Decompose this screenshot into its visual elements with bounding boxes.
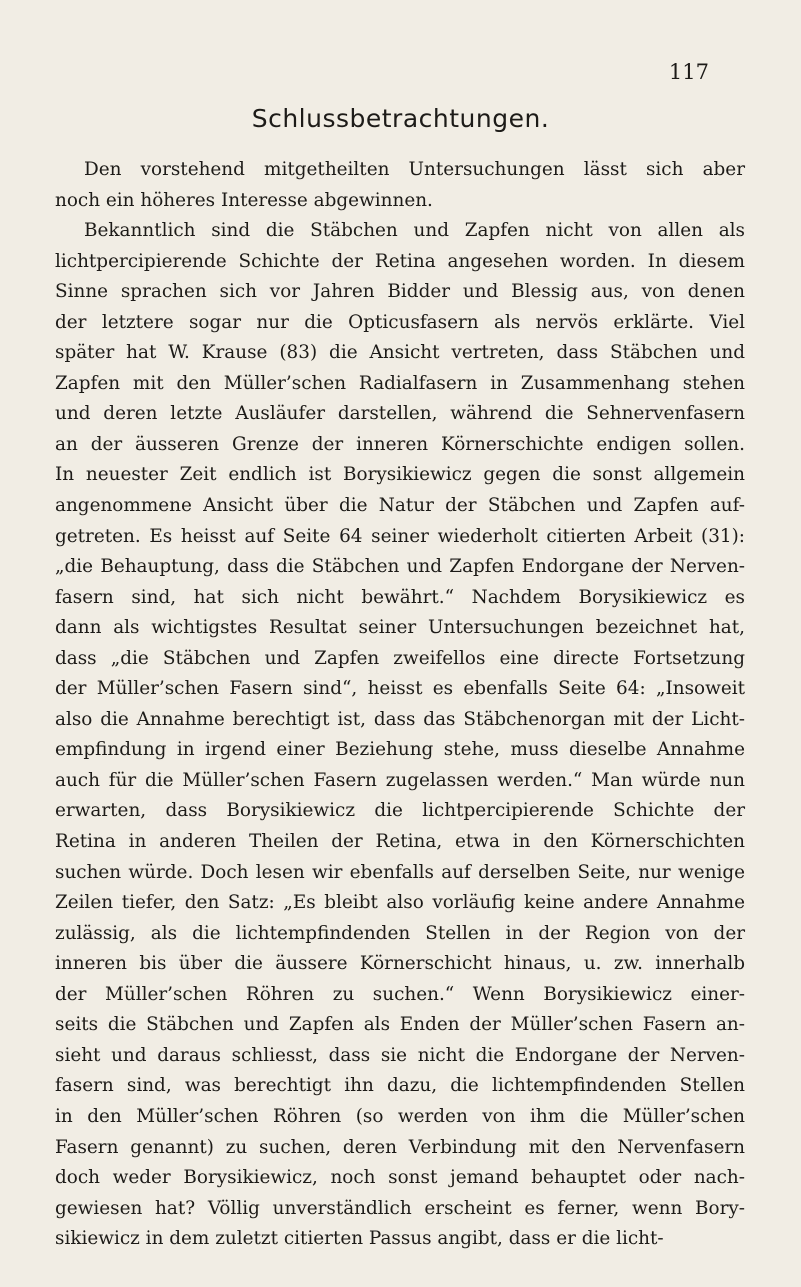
text-line: doch weder Borysikiewicz, noch sonst jemand behauptet oder nach- [55,1167,745,1189]
text-line: in den Müller’schen Röhren (so werden von ihm die Müller’schen [55,1105,745,1127]
text-line: getreten. Es heisst auf Seite 64 seiner wiederholt citierten Arbeit (31): [55,525,745,547]
text-line: dann als wichtigstes Resultat seiner Untersuchungen bezeichnet hat, [55,617,745,639]
text-line: dass „die Stäbchen und Zapfen zweifellos eine directe Fortsetzung [55,647,745,669]
section-heading: Schlussbetrachtungen. [251,104,550,133]
text-line: auch für die Müller’schen Fasern zugelassen werden.“ Man würde nun [55,769,745,791]
page-number: 117 [668,60,709,84]
text-line: und deren letzte Ausläufer darstellen, während die Sehnervenfasern [55,403,745,425]
text-line: an der äusseren Grenze der inneren Körnerschichte endigen sollen. [55,433,745,455]
text-line: empfindung in irgend einer Beziehung stehe, muss dieselbe Annahme [55,739,745,761]
text-line: fasern sind, hat sich nicht bewährt.“ Nachdem Borysikiewicz es [55,586,745,608]
text-line: lichtpercipierende Schichte der Retina angesehen worden. In diesem [55,250,745,272]
text-line: sieht und daraus schliesst, dass sie nicht die Endorgane der Nerven- [55,1044,745,1066]
text-line: später hat W. Krause (83) die Ansicht vertreten, dass Stäbchen und [55,342,745,364]
text-line: Zapfen mit den Müller’schen Radialfasern in Zusammenhang stehen [55,372,745,394]
text-line: suchen würde. Doch lesen wir ebenfalls auf derselben Seite, nur wenige [55,861,745,883]
text-line: „die Behauptung, dass die Stäbchen und Zapfen Endorgane der Nerven- [55,556,745,578]
text-line: der letztere sogar nur die Opticusfasern als nervös erklärte. Viel [55,311,745,333]
text-line: angenommene Ansicht über die Natur der Stäbchen und Zapfen auf- [55,495,745,517]
text-line: inneren bis über die äussere Körnerschicht hinaus, u. zw. innerhalb [55,953,745,975]
text-line: der Müller’schen Röhren zu suchen.“ Wenn Borysikiewicz einer- [55,983,745,1005]
text-line: erwarten, dass Borysikiewicz die lichtpercipierende Schichte der [55,800,745,822]
text-line: Fasern genannt) zu suchen, deren Verbindung mit den Nervenfasern [55,1136,745,1158]
text-line: Den vorstehend mitgetheilten Untersuchungen lässt sich aber [84,159,745,180]
text-line: also die Annahme berechtigt ist, dass das Stäbchenorgan mit der Licht- [55,708,745,730]
text-line: gewiesen hat? Völlig unverständlich erscheint es ferner, wenn Bory- [55,1197,745,1219]
text-line: sikiewicz in dem zuletzt citierten Passus angibt, dass er die licht- [55,1228,664,1250]
text-line: noch ein höheres Interesse abgewinnen. [55,189,433,211]
text-line: Zeilen tiefer, den Satz: „Es bleibt also vorläufig keine andere Annahme [55,892,745,914]
text-line: Bekanntlich sind die Stäbchen und Zapfen nicht von allen als [84,220,745,242]
body-text [55,155,745,1255]
text-line: In neuester Zeit endlich ist Borysikiewicz gegen die sonst allgemein [55,464,745,486]
text-line: seits die Stäbchen und Zapfen als Enden der Müller’schen Fasern an- [55,1014,745,1036]
text-line: fasern sind, was berechtigt ihn dazu, die lichtempfindenden Stellen [55,1075,745,1097]
text-line: Sinne sprachen sich vor Jahren Bidder und Blessig aus, von denen [55,281,745,303]
text-line: Retina in anderen Theilen der Retina, etwa in den Körnerschichten [55,831,745,853]
text-line: zulässig, als die lichtempfindenden Stellen in der Region von der [55,922,745,944]
text-line: der Müller’schen Fasern sind“, heisst es ebenfalls Seite 64: „Insoweit [55,678,745,700]
